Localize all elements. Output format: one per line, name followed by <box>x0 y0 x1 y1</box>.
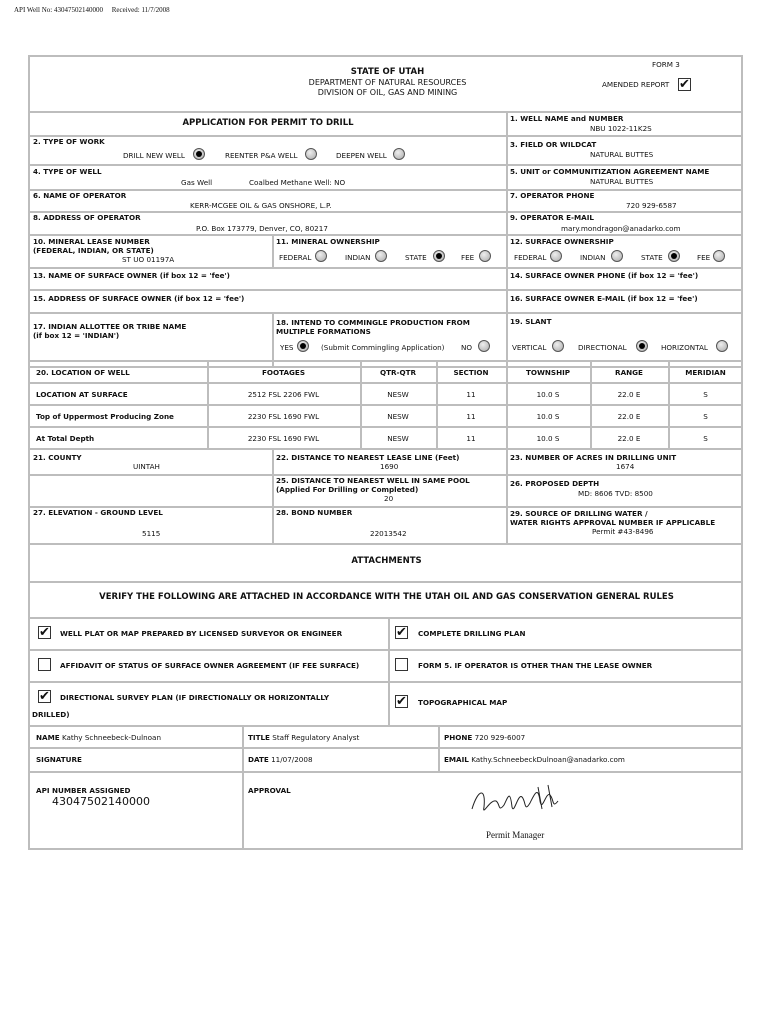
mineral-state-radio[interactable] <box>433 250 445 262</box>
operator-address-label: 8. ADDRESS OF OPERATOR <box>33 213 141 222</box>
application-title: APPLICATION FOR PERMIT TO DRILL <box>182 118 354 128</box>
title-field <box>248 733 359 742</box>
title-value: Staff Regulatory Analyst <box>272 733 360 742</box>
row-divider <box>30 189 743 191</box>
topo-map-checkbox[interactable] <box>395 695 408 708</box>
lease-line-distance-value: 1690 <box>380 462 399 471</box>
surface-indian-radio[interactable] <box>611 250 623 262</box>
signature-label: SIGNATURE <box>36 755 82 764</box>
check-icon: ✔ <box>39 625 50 640</box>
table-cell: 2512 FSL 2206 FWL <box>247 390 320 399</box>
well-name-value: NBU 1022-11K2S <box>590 124 652 133</box>
table-cell: Top of Uppermost Producing Zone <box>36 412 174 421</box>
surface-federal-label: FEDERAL <box>514 253 547 262</box>
table-header: SECTION <box>453 368 489 377</box>
email-field <box>444 755 625 764</box>
proposed-depth-value: MD: 8606 TVD: 8500 <box>578 489 653 498</box>
table-header: 20. LOCATION OF WELL <box>36 368 130 377</box>
operator-address-value: P.O. Box 173779, Denver, CO, 80217 <box>196 224 328 233</box>
column-divider <box>272 234 274 267</box>
table-cell: NESW <box>387 434 409 443</box>
bond-number-label: 28. BOND NUMBER <box>276 508 353 517</box>
slant-vertical-label: VERTICAL <box>512 343 547 352</box>
surface-state-label: STATE <box>641 253 663 262</box>
phone-value: 720 929-6007 <box>474 733 526 742</box>
nearest-well-value: 20 <box>384 494 394 503</box>
date-field <box>248 755 313 764</box>
commingle-no-label: NO <box>461 343 473 352</box>
table-cell: 11 <box>466 412 476 421</box>
type-of-well-label: 4. TYPE OF WELL <box>33 167 102 176</box>
table-header: RANGE <box>615 368 643 377</box>
division: DIVISION OF OIL, GAS AND MINING <box>317 88 458 97</box>
water-source-label: 29. SOURCE OF DRILLING WATER / <box>510 509 648 518</box>
name-field <box>36 733 161 742</box>
mineral-lease-label: 10. MINERAL LEASE NUMBER <box>33 237 150 246</box>
topo-map-label: TOPOGRAPHICAL MAP <box>418 698 508 707</box>
table-cell: 10.0 S <box>536 434 560 443</box>
surface-fee-label: FEE <box>697 253 711 262</box>
operator-phone-value: 720 929-6587 <box>626 201 677 210</box>
api-number-value: 43047502140000 <box>52 795 150 808</box>
surface-state-radio[interactable] <box>668 250 680 262</box>
proposed-depth-label: 26. PROPOSED DEPTH <box>510 479 600 488</box>
table-cell: At Total Depth <box>36 434 95 443</box>
row-divider <box>30 771 743 773</box>
row-divider <box>30 581 743 583</box>
water-source-sublabel: WATER RIGHTS APPROVAL NUMBER IF APPLICABLE <box>510 518 716 527</box>
location-table <box>28 360 743 450</box>
table-cell: 22.0 E <box>617 390 641 399</box>
unit-agreement-label: 5. UNIT or COMMUNITIZATION AGREEMENT NAME <box>510 167 710 176</box>
table-cell: 11 <box>466 390 476 399</box>
column-divider <box>272 312 274 366</box>
reenter-well-radio[interactable] <box>305 148 317 160</box>
slant-label: 19. SLANT <box>510 317 552 326</box>
date-label: DATE <box>248 755 269 764</box>
name-label: NAME <box>36 733 60 742</box>
table-header: FOOTAGES <box>261 368 306 377</box>
surface-owner-name-label: 13. NAME OF SURFACE OWNER (if box 12 = 'fee') <box>33 271 230 280</box>
check-icon: ✔ <box>396 694 407 709</box>
county-label: 21. COUNTY <box>33 453 82 462</box>
affidavit-checkbox[interactable] <box>38 658 51 671</box>
column-divider <box>242 727 244 850</box>
form-number: FORM 3 <box>652 60 680 69</box>
operator-name-label: 6. NAME OF OPERATOR <box>33 191 127 200</box>
check-icon: ✔ <box>679 77 690 92</box>
table-header: MERIDIAN <box>685 368 726 377</box>
county-value: UINTAH <box>133 462 160 471</box>
form-section-top <box>28 113 743 368</box>
field-wildcat-value: NATURAL BUTTES <box>590 150 654 159</box>
deepen-well-label: DEEPEN WELL <box>336 151 387 160</box>
mineral-fee-label: FEE <box>461 253 475 262</box>
acres-value: 1674 <box>616 462 635 471</box>
row-divider <box>30 164 743 166</box>
operator-name-value: KERR-MCGEE OIL & GAS ONSHORE, L.P. <box>190 201 332 210</box>
form-section-lower <box>28 450 743 545</box>
row-divider <box>30 426 743 428</box>
operator-email-label: 9. OPERATOR E-MAIL <box>510 213 594 222</box>
row-divider <box>30 681 743 683</box>
elevation-value: 5115 <box>142 529 161 538</box>
check-icon: ✔ <box>39 689 50 704</box>
mineral-indian-radio[interactable] <box>375 250 387 262</box>
surface-federal-radio[interactable] <box>550 250 562 262</box>
attachments-section <box>28 545 743 727</box>
table-header: QTR-QTR <box>379 368 417 377</box>
row-divider <box>30 312 743 314</box>
acres-label: 23. NUMBER OF ACRES IN DRILLING UNIT <box>510 453 677 462</box>
email-label: EMAIL <box>444 755 469 764</box>
indian-allottee-sublabel: (if box 12 = 'INDIAN') <box>33 331 120 340</box>
slant-vertical-radio[interactable] <box>552 340 564 352</box>
elevation-label: 27. ELEVATION - GROUND LEVEL <box>33 508 163 517</box>
indian-allottee-label: 17. INDIAN ALLOTTEE OR TRIBE NAME <box>33 322 187 331</box>
title-block <box>28 55 743 113</box>
table-cell: 2230 FSL 1690 FWL <box>247 434 320 443</box>
slant-directional-radio[interactable] <box>636 340 648 352</box>
row-divider <box>30 267 743 269</box>
surface-owner-address-label: 15. ADDRESS OF SURFACE OWNER (if box 12 = 'fee') <box>33 294 245 303</box>
column-divider <box>438 727 440 771</box>
form5-label: FORM 5. IF OPERATOR IS OTHER THAN THE LEASE OWNER <box>418 661 653 670</box>
nearest-well-label: 25. DISTANCE TO NEAREST WELL IN SAME POOL <box>276 476 470 485</box>
type-of-work-label: 2. TYPE OF WORK <box>33 137 105 146</box>
table-cell: NESW <box>387 390 409 399</box>
directional-survey-label-cont: DRILLED) <box>32 710 70 719</box>
commingle-note: (Submit Commingling Application) <box>321 343 445 352</box>
surface-ownership-label: 12. SURFACE OWNERSHIP <box>510 237 614 246</box>
directional-survey-label: DIRECTIONAL SURVEY PLAN (IF DIRECTIONALLY OR HORIZONTALLY <box>60 693 330 702</box>
approval-label: APPROVAL <box>248 786 291 795</box>
phone-label: PHONE <box>444 733 473 742</box>
row-divider <box>30 617 743 619</box>
surface-fee-radio[interactable] <box>713 250 725 262</box>
mineral-federal-label: FEDERAL <box>279 253 312 262</box>
page-header <box>14 6 170 14</box>
row-divider <box>506 135 743 137</box>
api-number-label: API NUMBER ASSIGNED <box>36 786 131 795</box>
drilling-plan-checkbox[interactable] <box>395 626 408 639</box>
row-divider <box>30 289 743 291</box>
commingle-label: 18. INTEND TO COMMINGLE PRODUCTION FROM <box>276 318 470 327</box>
table-cell: S <box>703 412 708 421</box>
column-divider <box>272 450 274 543</box>
mineral-state-label: STATE <box>405 253 427 262</box>
slant-horizontal-radio[interactable] <box>716 340 728 352</box>
commingle-yes-radio[interactable] <box>297 340 309 352</box>
table-cell: S <box>703 390 708 399</box>
drill-new-well-radio[interactable] <box>193 148 205 160</box>
signature-image <box>468 779 568 821</box>
attachments-title: ATTACHMENTS <box>351 556 422 566</box>
row-divider <box>30 747 743 749</box>
well-plat-checkbox[interactable] <box>38 626 51 639</box>
table-cell: S <box>703 434 708 443</box>
permit-manager-label: Permit Manager <box>486 830 545 840</box>
drilling-plan-label: COMPLETE DRILLING PLAN <box>418 629 526 638</box>
email-value: Kathy.SchneebeckDulnoan@anadarko.com <box>471 755 625 764</box>
title-label: TITLE <box>248 733 270 742</box>
surface-owner-phone-label: 14. SURFACE OWNER PHONE (if box 12 = 'fee') <box>510 271 699 280</box>
amended-report-label: AMENDED REPORT <box>602 80 670 89</box>
mineral-federal-radio[interactable] <box>315 250 327 262</box>
water-source-value: Permit #43-8496 <box>592 527 654 536</box>
verify-statement: VERIFY THE FOLLOWING ARE ATTACHED IN ACCORDANCE WITH THE UTAH OIL AND GAS CONSERVATION GENERAL RULES <box>99 592 674 602</box>
received-date: Received: 11/7/2008 <box>111 6 170 14</box>
coalbed-methane-value: Coalbed Methane Well: NO <box>249 178 346 187</box>
deepen-well-radio[interactable] <box>393 148 405 160</box>
well-name-label: 1. WELL NAME and NUMBER <box>510 114 624 123</box>
phone-field <box>444 733 525 742</box>
surface-owner-email-label: 16. SURFACE OWNER E-MAIL (if box 12 = 'fee') <box>510 294 698 303</box>
commingle-sublabel: MULTIPLE FORMATIONS <box>276 327 371 336</box>
row-divider <box>30 234 743 236</box>
mineral-fee-radio[interactable] <box>479 250 491 262</box>
row-divider <box>30 382 743 384</box>
table-cell: 11 <box>466 434 476 443</box>
table-cell: 22.0 E <box>617 434 641 443</box>
signoff-section <box>28 725 743 850</box>
api-well-no: API Well No: 43047502140000 <box>14 6 103 14</box>
mineral-lease-sublabel: (FEDERAL, INDIAN, OR STATE) <box>33 246 154 255</box>
table-cell: LOCATION AT SURFACE <box>36 390 128 399</box>
check-icon: ✔ <box>396 625 407 640</box>
mineral-lease-value: ST UO 01197A <box>122 255 175 264</box>
column-divider <box>506 450 508 543</box>
column-divider <box>506 113 508 366</box>
table-cell: NESW <box>387 412 409 421</box>
column-divider <box>388 617 390 725</box>
row-divider <box>30 649 743 651</box>
directional-survey-checkbox[interactable] <box>38 690 51 703</box>
state-title: STATE OF UTAH <box>350 67 425 77</box>
lease-line-distance-label: 22. DISTANCE TO NEAREST LEASE LINE (Feet) <box>276 453 460 462</box>
bond-number-value: 22013542 <box>370 529 407 538</box>
well-plat-label: WELL PLAT OR MAP PREPARED BY LICENSED SURVEYOR OR ENGINEER <box>60 629 343 638</box>
operator-phone-label: 7. OPERATOR PHONE <box>510 191 595 200</box>
nearest-well-sublabel: (Applied For Drilling or Completed) <box>276 485 419 494</box>
table-header: TOWNSHIP <box>525 368 571 377</box>
form5-checkbox[interactable] <box>395 658 408 671</box>
affidavit-label: AFFIDAVIT OF STATUS OF SURFACE OWNER AGREEMENT (IF FEE SURFACE) <box>60 661 360 670</box>
drill-new-well-label: DRILL NEW WELL <box>123 151 185 160</box>
row-divider <box>30 404 743 406</box>
field-wildcat-label: 3. FIELD OR WILDCAT <box>510 140 597 149</box>
commingle-no-radio[interactable] <box>478 340 490 352</box>
table-cell: 22.0 E <box>617 412 641 421</box>
table-cell: 10.0 S <box>536 390 560 399</box>
date-value: 11/07/2008 <box>271 755 313 764</box>
table-cell: 10.0 S <box>536 412 560 421</box>
mineral-ownership-label: 11. MINERAL OWNERSHIP <box>276 237 380 246</box>
gas-well-value: Gas Well <box>181 178 213 187</box>
department: DEPARTMENT OF NATURAL RESOURCES <box>308 78 467 87</box>
slant-directional-label: DIRECTIONAL <box>578 343 627 352</box>
operator-email-value: mary.mondragon@anadarko.com <box>561 224 681 233</box>
slant-horizontal-label: HORIZONTAL <box>661 343 708 352</box>
mineral-indian-label: INDIAN <box>345 253 371 262</box>
name-value: Kathy Schneebeck-Dulnoan <box>61 733 162 742</box>
table-cell: 2230 FSL 1690 FWL <box>247 412 320 421</box>
surface-indian-label: INDIAN <box>580 253 606 262</box>
commingle-yes-label: YES <box>280 343 294 352</box>
amended-report-checkbox[interactable] <box>678 78 691 91</box>
reenter-well-label: REENTER P&A WELL <box>225 151 298 160</box>
unit-agreement-value: NATURAL BUTTES <box>590 177 654 186</box>
